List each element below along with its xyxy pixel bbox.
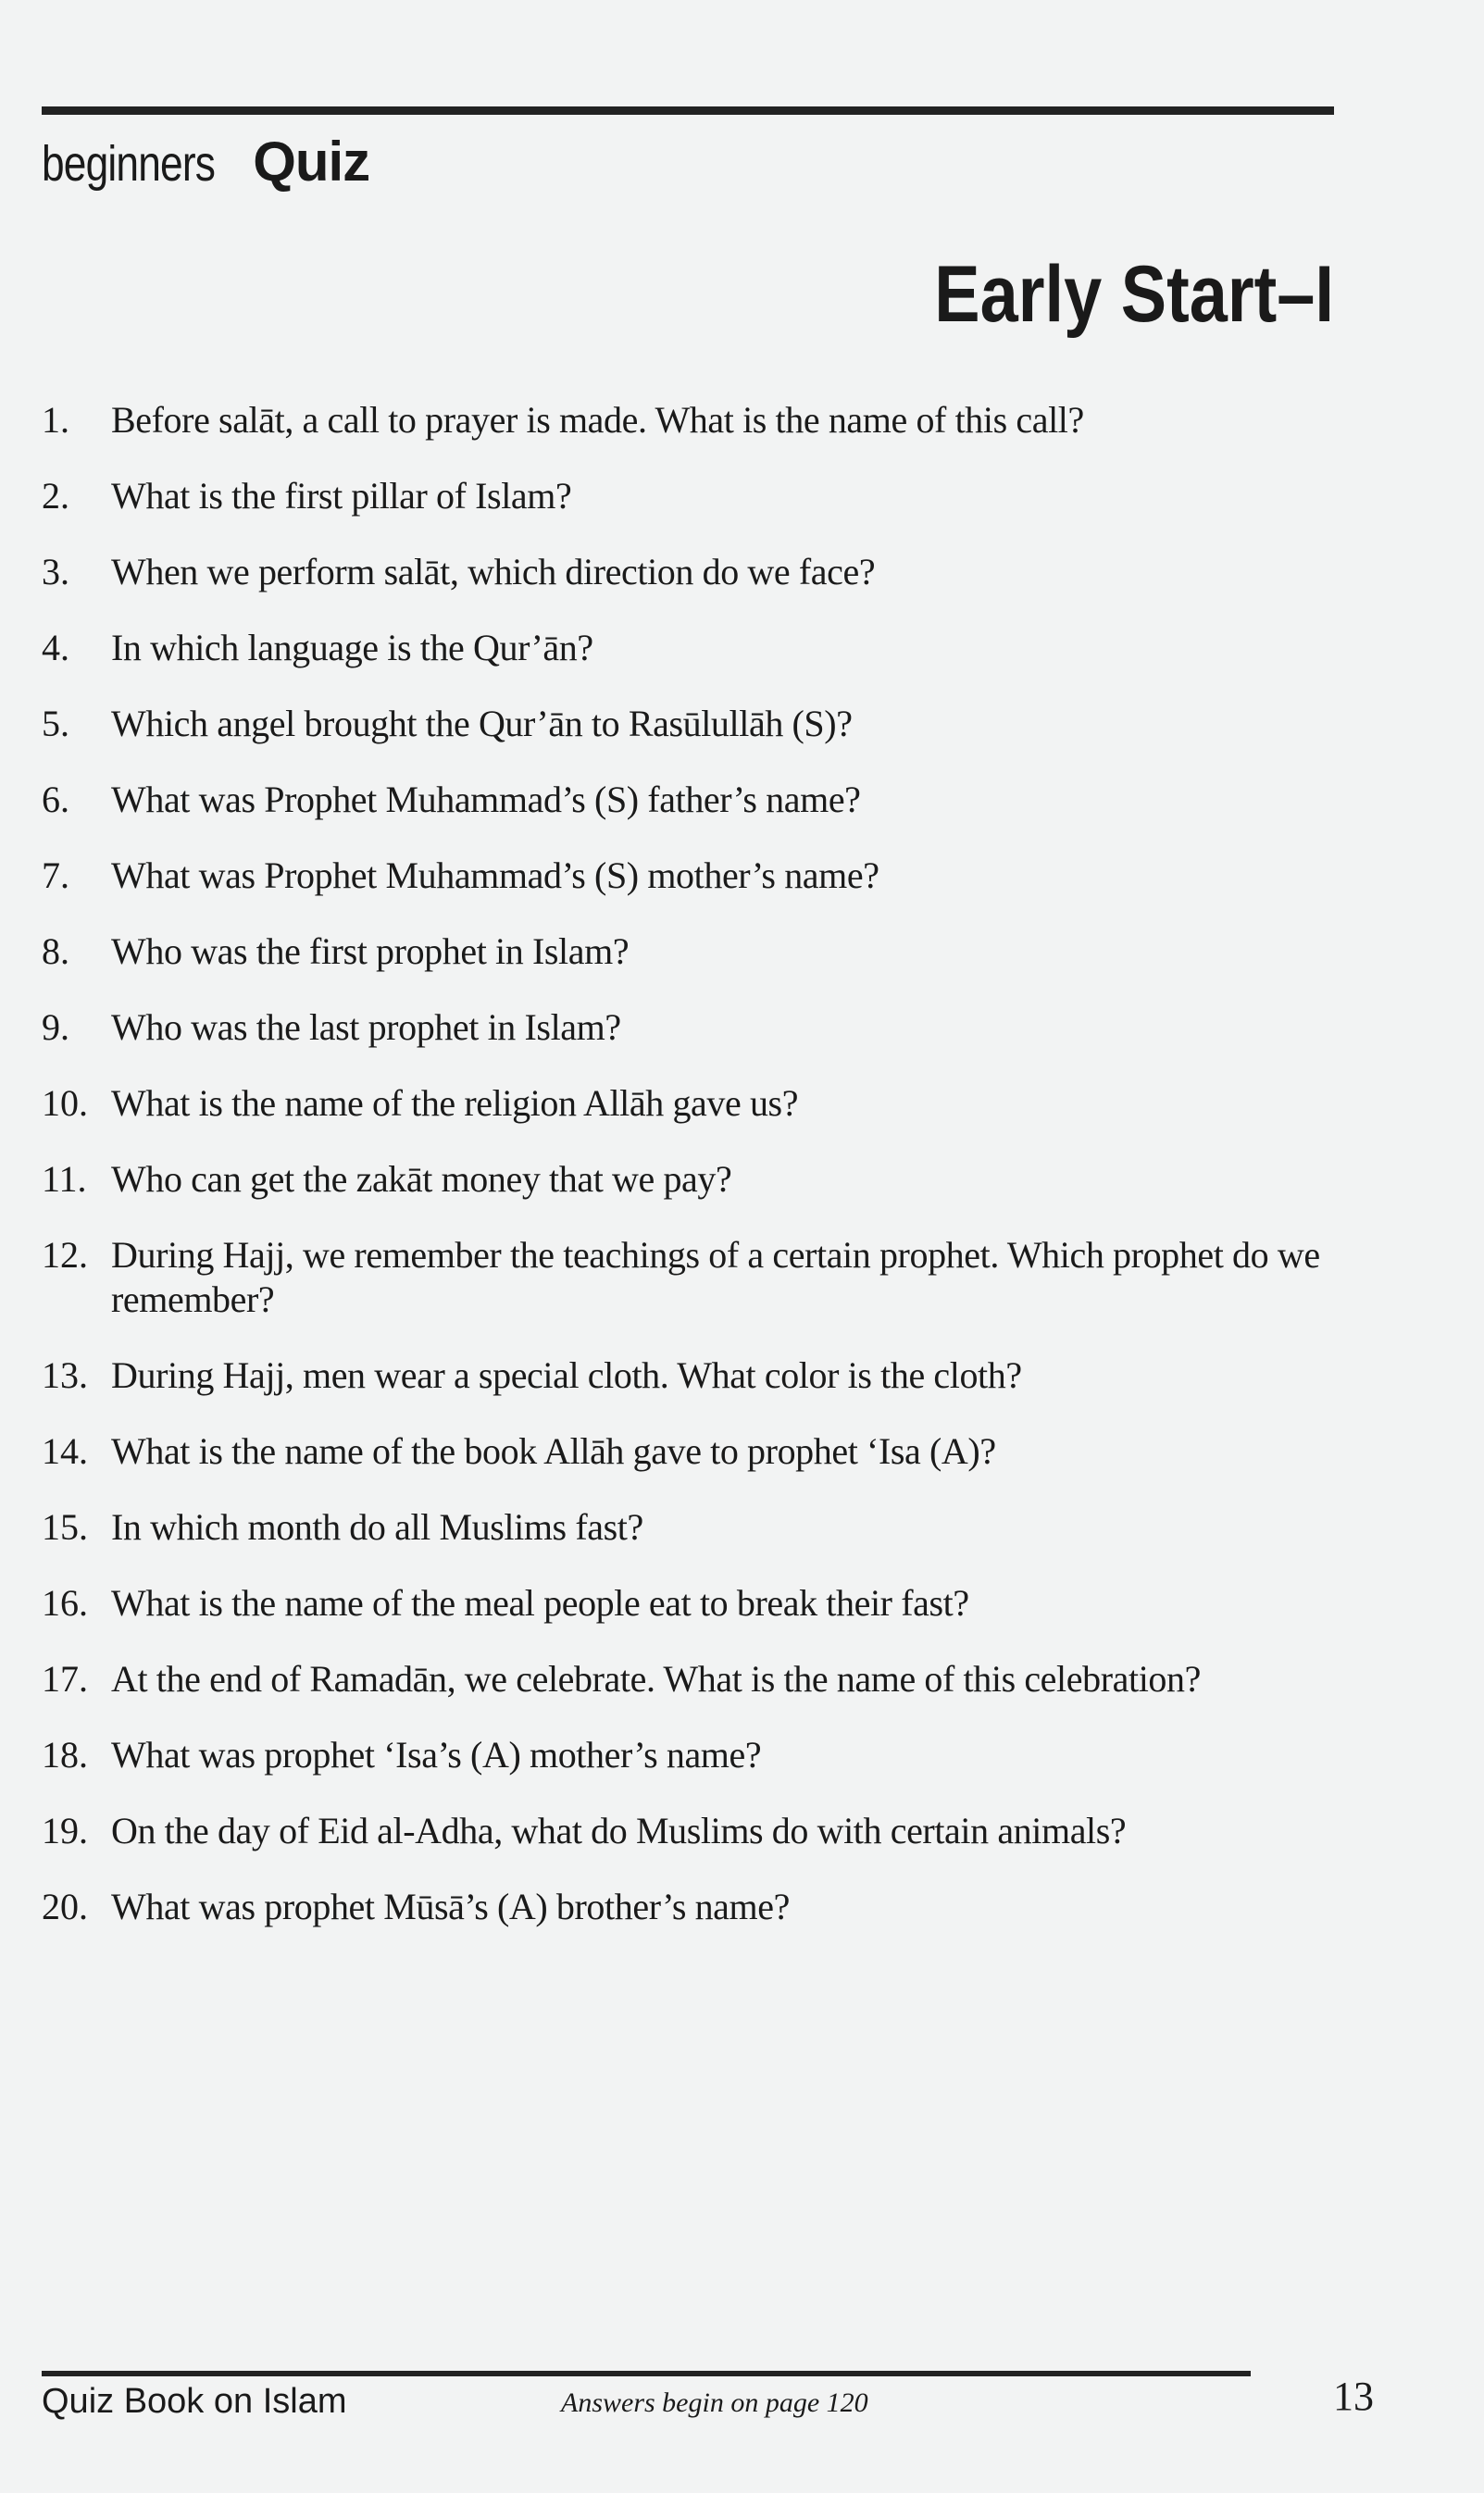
- question-text: Before salāt, a call to prayer is made. What is the name of this call?: [111, 399, 1084, 441]
- question-text: What is the first pillar of Islam?: [111, 475, 572, 517]
- question-number: 9.: [42, 1006, 69, 1048]
- question-text: On the day of Eid al-Adha, what do Muslims do with certain animals?: [111, 1810, 1127, 1851]
- question-number: 3.: [42, 551, 69, 592]
- page-title: Early Start–I: [934, 250, 1334, 339]
- question-number: 7.: [42, 854, 69, 896]
- question-number: 1.: [42, 399, 69, 441]
- question-number: 17.: [42, 1658, 88, 1700]
- question-number: 4.: [42, 627, 69, 668]
- header-rule: [42, 106, 1334, 115]
- question-item: [42, 929, 1338, 974]
- question-number: 20.: [42, 1886, 88, 1927]
- question-number: 6.: [42, 779, 69, 820]
- answers-note: Answers begin on page 120: [561, 2387, 868, 2418]
- series-brand: [42, 130, 369, 196]
- question-item: [42, 1081, 1338, 1126]
- question-item: [42, 626, 1338, 670]
- question-item: [42, 702, 1338, 746]
- question-item: [42, 1353, 1338, 1398]
- question-item: [42, 778, 1338, 822]
- question-item: [42, 1157, 1338, 1202]
- footer-rule: [42, 2371, 1251, 2376]
- question-item: [42, 1885, 1338, 1929]
- question-text: In which month do all Muslims fast?: [111, 1506, 643, 1548]
- question-text: In which language is the Qur’ān?: [111, 627, 593, 668]
- question-text: What was prophet ‘Isa’s (A) mother’s name?: [111, 1734, 762, 1776]
- question-text: What is the name of the book Allāh gave to prophet ‘Isa (A)?: [111, 1430, 996, 1472]
- question-item: [42, 1733, 1338, 1777]
- question-number: 16.: [42, 1582, 88, 1624]
- question-number: 11.: [42, 1158, 87, 1200]
- question-number: 10.: [42, 1082, 88, 1124]
- question-text: What was Prophet Muhammad’s (S) father’s name?: [111, 779, 861, 820]
- brand-quiz: Quiz: [253, 131, 370, 193]
- question-item: [42, 1809, 1338, 1853]
- question-item: [42, 1657, 1338, 1701]
- question-text: Who was the last prophet in Islam?: [111, 1006, 621, 1048]
- question-item: [42, 474, 1338, 518]
- question-number: 14.: [42, 1430, 88, 1472]
- question-text: At the end of Ramadān, we celebrate. What is the name of this celebration?: [111, 1658, 1201, 1700]
- question-text: Who can get the zakāt money that we pay?: [111, 1158, 732, 1200]
- question-text: What is the name of the religion Allāh gave us?: [111, 1082, 799, 1124]
- question-text: Which angel brought the Qur’ān to Rasūlullāh (S)?: [111, 703, 853, 744]
- question-number: 8.: [42, 930, 69, 972]
- question-item: [42, 1005, 1338, 1050]
- question-number: 15.: [42, 1506, 88, 1548]
- question-text: Who was the first prophet in Islam?: [111, 930, 630, 972]
- question-list: [42, 398, 1338, 1961]
- question-text: What was prophet Mūsā’s (A) brother’s name?: [111, 1886, 790, 1927]
- question-text: During Hajj, we remember the teachings of a certain prophet. Which prophet do we remember?: [111, 1234, 1320, 1320]
- brand-beginners: beginners: [42, 136, 216, 192]
- question-text: During Hajj, men wear a special cloth. What color is the cloth?: [111, 1354, 1022, 1396]
- question-item: [42, 550, 1338, 594]
- question-text: What is the name of the meal people eat to break their fast?: [111, 1582, 969, 1624]
- book-title: Quiz Book on Islam: [42, 2382, 347, 2421]
- question-text: When we perform salāt, which direction do we face?: [111, 551, 876, 592]
- question-number: 13.: [42, 1354, 88, 1396]
- question-item: [42, 398, 1338, 443]
- question-text: What was Prophet Muhammad’s (S) mother’s name?: [111, 854, 879, 896]
- page-number: 13: [1333, 2374, 1374, 2419]
- question-item: [42, 1233, 1338, 1322]
- question-item: [42, 1429, 1338, 1474]
- question-number: 2.: [42, 475, 69, 517]
- question-number: 12.: [42, 1234, 88, 1276]
- question-number: 5.: [42, 703, 69, 744]
- question-item: [42, 1505, 1338, 1550]
- question-item: [42, 854, 1338, 898]
- question-number: 18.: [42, 1734, 88, 1776]
- question-item: [42, 1581, 1338, 1626]
- question-number: 19.: [42, 1810, 88, 1851]
